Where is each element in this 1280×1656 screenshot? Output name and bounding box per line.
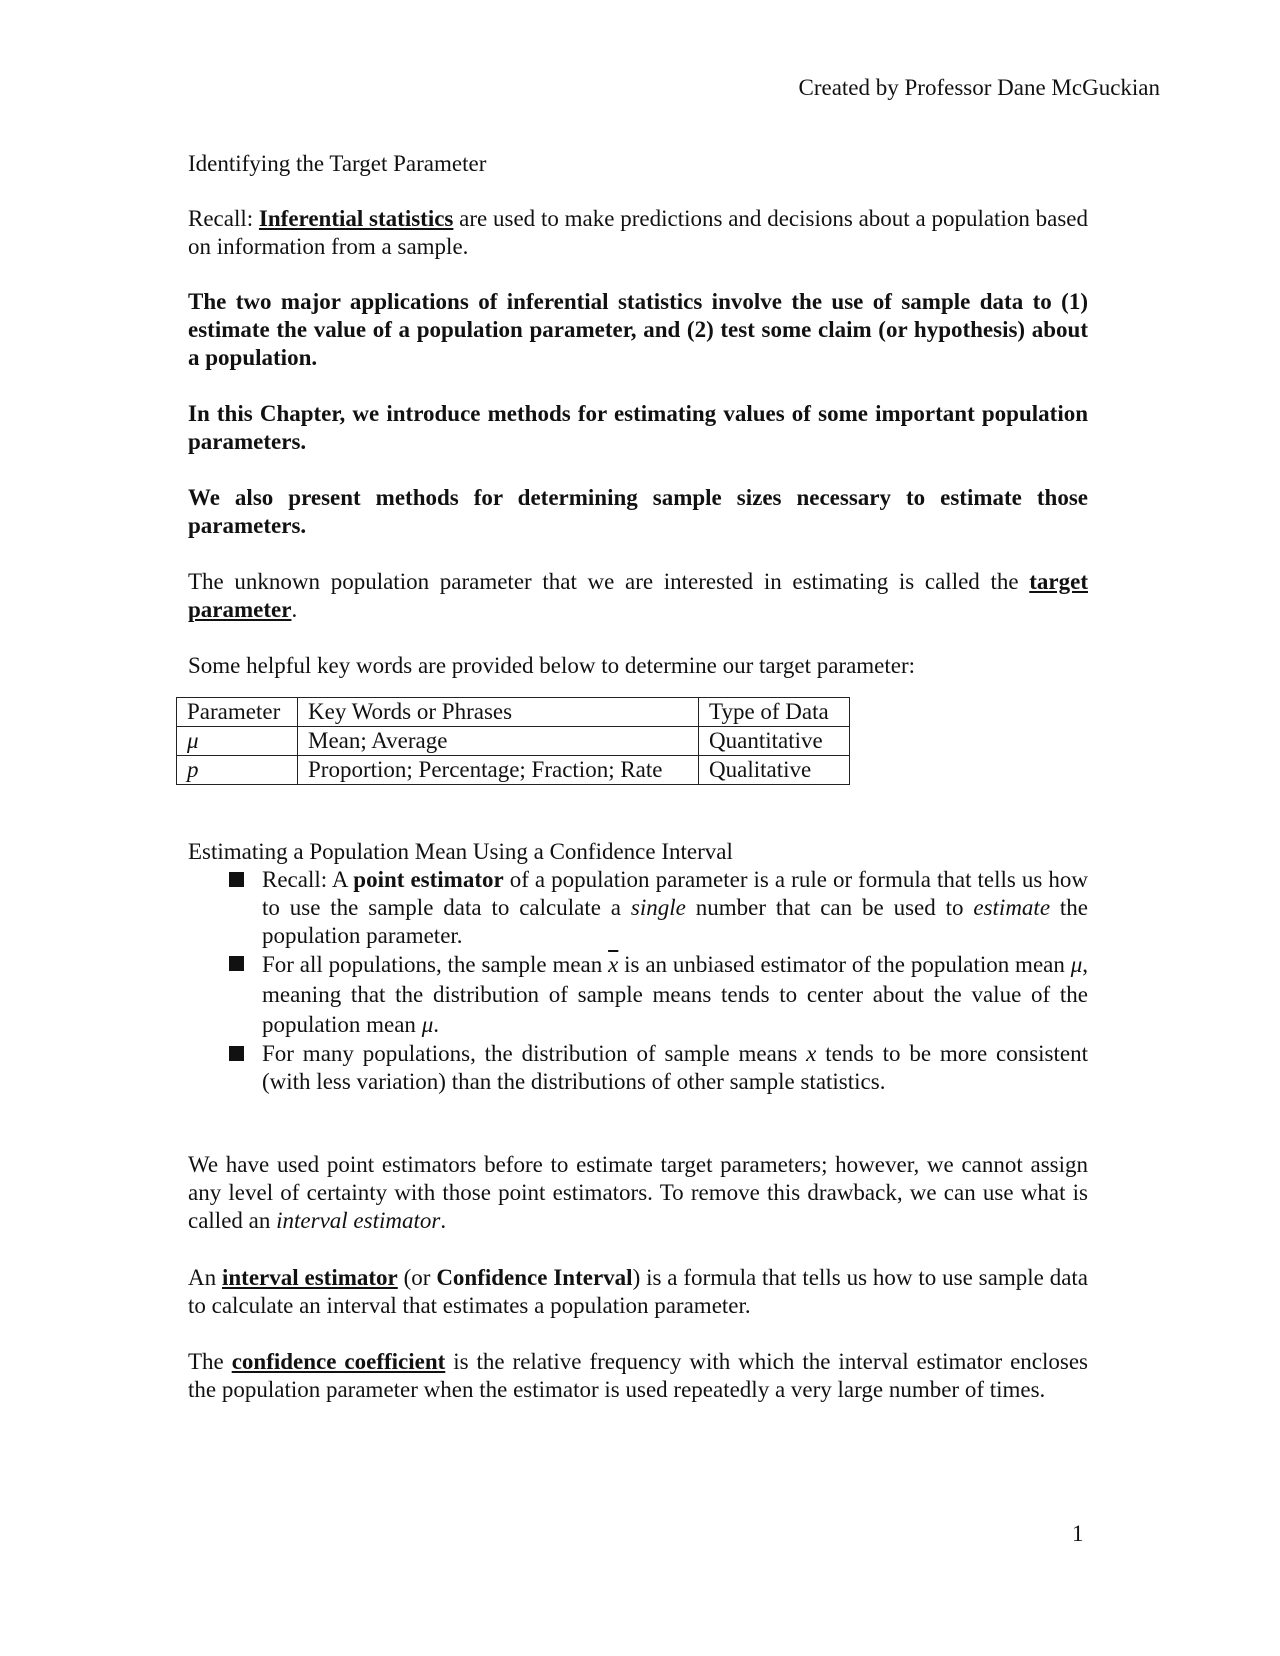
table-row: μ Mean; Average Quantitative bbox=[177, 727, 850, 756]
confidence-coefficient-paragraph: The confidence coefficient is the relative frequency with which the interval estimator encloses the population parameter when the estimator is used repeatedly a very large number of times. bbox=[188, 1349, 1088, 1402]
mu-symbol: μ bbox=[177, 727, 298, 756]
table-header-row: Parameter Key Words or Phrases Type of Data bbox=[177, 698, 850, 727]
point-estimator-paragraph: We have used point estimators before to estimate target parameters; however, we cannot assign any level of certainty with those point estimators. To remove this drawback, we can use what is called an interval estimator. bbox=[188, 1152, 1088, 1233]
table-row: p Proportion; Percentage; Fraction; Rate Qualitative bbox=[177, 756, 850, 785]
recall-paragraph: Recall: Inferential statistics are used to make predictions and decisions about a population based on information from a sample. bbox=[188, 206, 1088, 259]
chapter-intro-paragraph: In this Chapter, we introduce methods for estimating values of some important population parameters. bbox=[188, 401, 1088, 454]
page-number: 1 bbox=[1072, 1521, 1084, 1546]
confidence-coefficient-term: confidence coefficient bbox=[231, 1349, 446, 1374]
interval-estimator-paragraph: An interval estimator (or Confidence Interval) is a formula that tells us how to use sample data to calculate an interval that estimates a population parameter. bbox=[188, 1265, 1089, 1318]
target-parameter-paragraph: The unknown population parameter that we are interested in estimating is called the target parameter. bbox=[188, 569, 1088, 622]
author-header: Created by Professor Dane McGuckian bbox=[798, 75, 1160, 100]
section-title-confidence-interval: Estimating a Population Mean Using a Confidence Interval bbox=[188, 839, 733, 864]
sample-size-paragraph: We also present methods for determining sample sizes necessary to estimate those parameters. bbox=[188, 485, 1088, 538]
page-title: Identifying the Target Parameter bbox=[188, 151, 487, 176]
bullet-list bbox=[226, 866, 1088, 1096]
target-parameter-term: target parameter bbox=[188, 569, 1088, 622]
keyword-table bbox=[176, 697, 850, 785]
square-bullet-icon bbox=[229, 872, 244, 887]
list-item: For all populations, the sample mean $\overline{x}$ is an unbiased estimator of the population mean μ, meaning that the distribution of sample means tends to center about the value of the population mean μ. bbox=[226, 950, 1088, 1040]
list-item: Recall: A point estimator of a population parameter is a rule or formula that tells us how to use the sample data to calculate a single number that can be used to estimate the population parameter. bbox=[226, 866, 1088, 950]
inferential-statistics-term: Inferential statistics bbox=[258, 206, 454, 231]
applications-paragraph: The two major applications of inferential statistics involve the use of sample data to (1) estimate the value of a population parameter, and (2) test some claim (or hypothesis) about a population. bbox=[188, 289, 1088, 370]
p-symbol: p bbox=[177, 756, 298, 785]
x-bar-symbol: $\overline{x}$ bbox=[608, 952, 619, 977]
interval-estimator-term: interval estimator bbox=[221, 1265, 398, 1290]
square-bullet-icon bbox=[229, 956, 244, 971]
table-intro: Some helpful key words are provided below to determine our target parameter: bbox=[188, 653, 916, 678]
list-item: For many populations, the distribution of sample means x tends to be more consistent (with less variation) than the distributions of other sample statistics. bbox=[226, 1040, 1088, 1096]
square-bullet-icon bbox=[229, 1046, 244, 1061]
